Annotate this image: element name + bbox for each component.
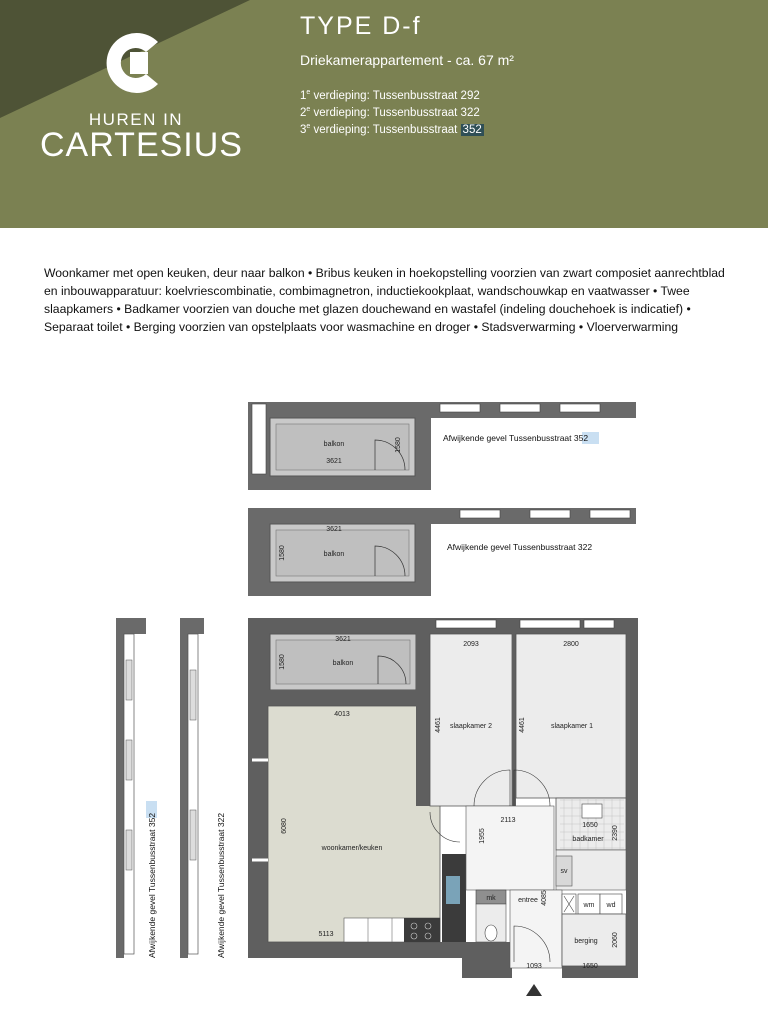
balcony-322-depth: 1580: [279, 545, 286, 561]
brand-name: CARTESIUS: [40, 126, 243, 164]
side-gevel-352: [116, 618, 157, 958]
brand-tagline: HUREN IN: [88, 110, 184, 129]
apartment-description: Woonkamer met open keuken, deur naar balkon • Bribus keuken in hoekopstelling voorzien van zwart composiet aanrechtblad en inbouwapparatuur: koelvriescombinatie, combimagnetron, inductiekookplaat, wandschouwkap en vaatwasser • Twee slaapkamers • Badkamer voorzien van douche met glazen douchewand en wastafel (indeling douchehoek is indicatief) • Separaat toilet • Berging voorzien van opstelplaats voor wasmachine en droger • Stadsverwarming • Vloerverwarming: [44, 266, 725, 334]
type-title: TYPE D-f: [300, 12, 422, 40]
entree-width: 1093: [526, 963, 542, 970]
badkamer-label: badkamer: [572, 836, 604, 843]
floor-highlight: 352: [462, 123, 482, 136]
berging-width: 1650: [582, 963, 598, 970]
entree-label: entree: [518, 897, 538, 904]
balcony-352-width: 3621: [326, 458, 342, 465]
svg-text:Afwijkende gevel Tussenbusstra: Afwijkende gevel Tussenbusstraat 352: [147, 812, 157, 958]
floor-line-1: 1e verdieping: Tussenbusstraat 292: [300, 89, 480, 102]
slaapkamer2-label: slaapkamer 2: [449, 723, 493, 730]
apartment-subtitle: Driekamerappartement - ca. 67 m²: [300, 52, 514, 68]
balcony-variant-322: [248, 508, 636, 596]
hall-width: 2113: [500, 817, 516, 824]
entrance-arrow-icon: [526, 984, 542, 996]
woonkamer-label: woonkamer/keuken: [321, 845, 383, 852]
gevel-322-label: Afwijkende gevel Tussenbusstraat 322: [447, 542, 593, 552]
woonkamer-width: 4013: [334, 711, 350, 718]
berging-depth: 2060: [612, 932, 619, 948]
floor-line-2: 2e verdieping: Tussenbusstraat 322: [300, 106, 480, 119]
hall-depth: 1955: [479, 828, 486, 844]
balcony-352-depth: 1580: [395, 437, 402, 453]
svg-text:Afwijkende gevel Tussenbusstra: Afwijkende gevel Tussenbusstraat 322: [216, 812, 226, 958]
main-floor-plan: [248, 618, 638, 996]
gevel-352-label: Afwijkende gevel Tussenbusstraat 352: [443, 433, 589, 443]
wd-label: wd: [606, 902, 616, 909]
woonkamer-bottom-width: 5113: [318, 931, 334, 938]
balcony-322-width: 3621: [326, 526, 342, 533]
slaapkamer1-depth: 4461: [519, 717, 526, 733]
woonkamer-depth: 6080: [281, 818, 288, 834]
slaapkamer1-label: slaapkamer 1: [550, 723, 594, 730]
side-gevel-322: [180, 618, 226, 958]
balcony-322-room-label: balkon: [323, 551, 345, 558]
balkon-width: 3621: [335, 636, 351, 643]
slaapkamer2-width: 2093: [463, 641, 479, 648]
sv-label: sv: [560, 868, 568, 875]
berging-label: berging: [574, 938, 598, 945]
badkamer-width: 1650: [582, 822, 598, 829]
balcony-variant-352: [248, 402, 636, 490]
entree-depth: 4085: [541, 890, 548, 906]
balcony-352-room-label: balkon: [323, 441, 345, 448]
mk-label: mk: [486, 895, 496, 902]
slaapkamer1-width: 2800: [563, 641, 579, 648]
wm-label: wm: [583, 902, 595, 909]
slaapkamer2-depth: 4461: [435, 717, 442, 733]
balkon-label: balkon: [332, 660, 354, 667]
badkamer-depth: 2390: [612, 825, 619, 841]
balkon-depth: 1580: [279, 654, 286, 670]
floor-line-3: 3e verdieping: Tussenbusstraat 352: [300, 123, 482, 136]
